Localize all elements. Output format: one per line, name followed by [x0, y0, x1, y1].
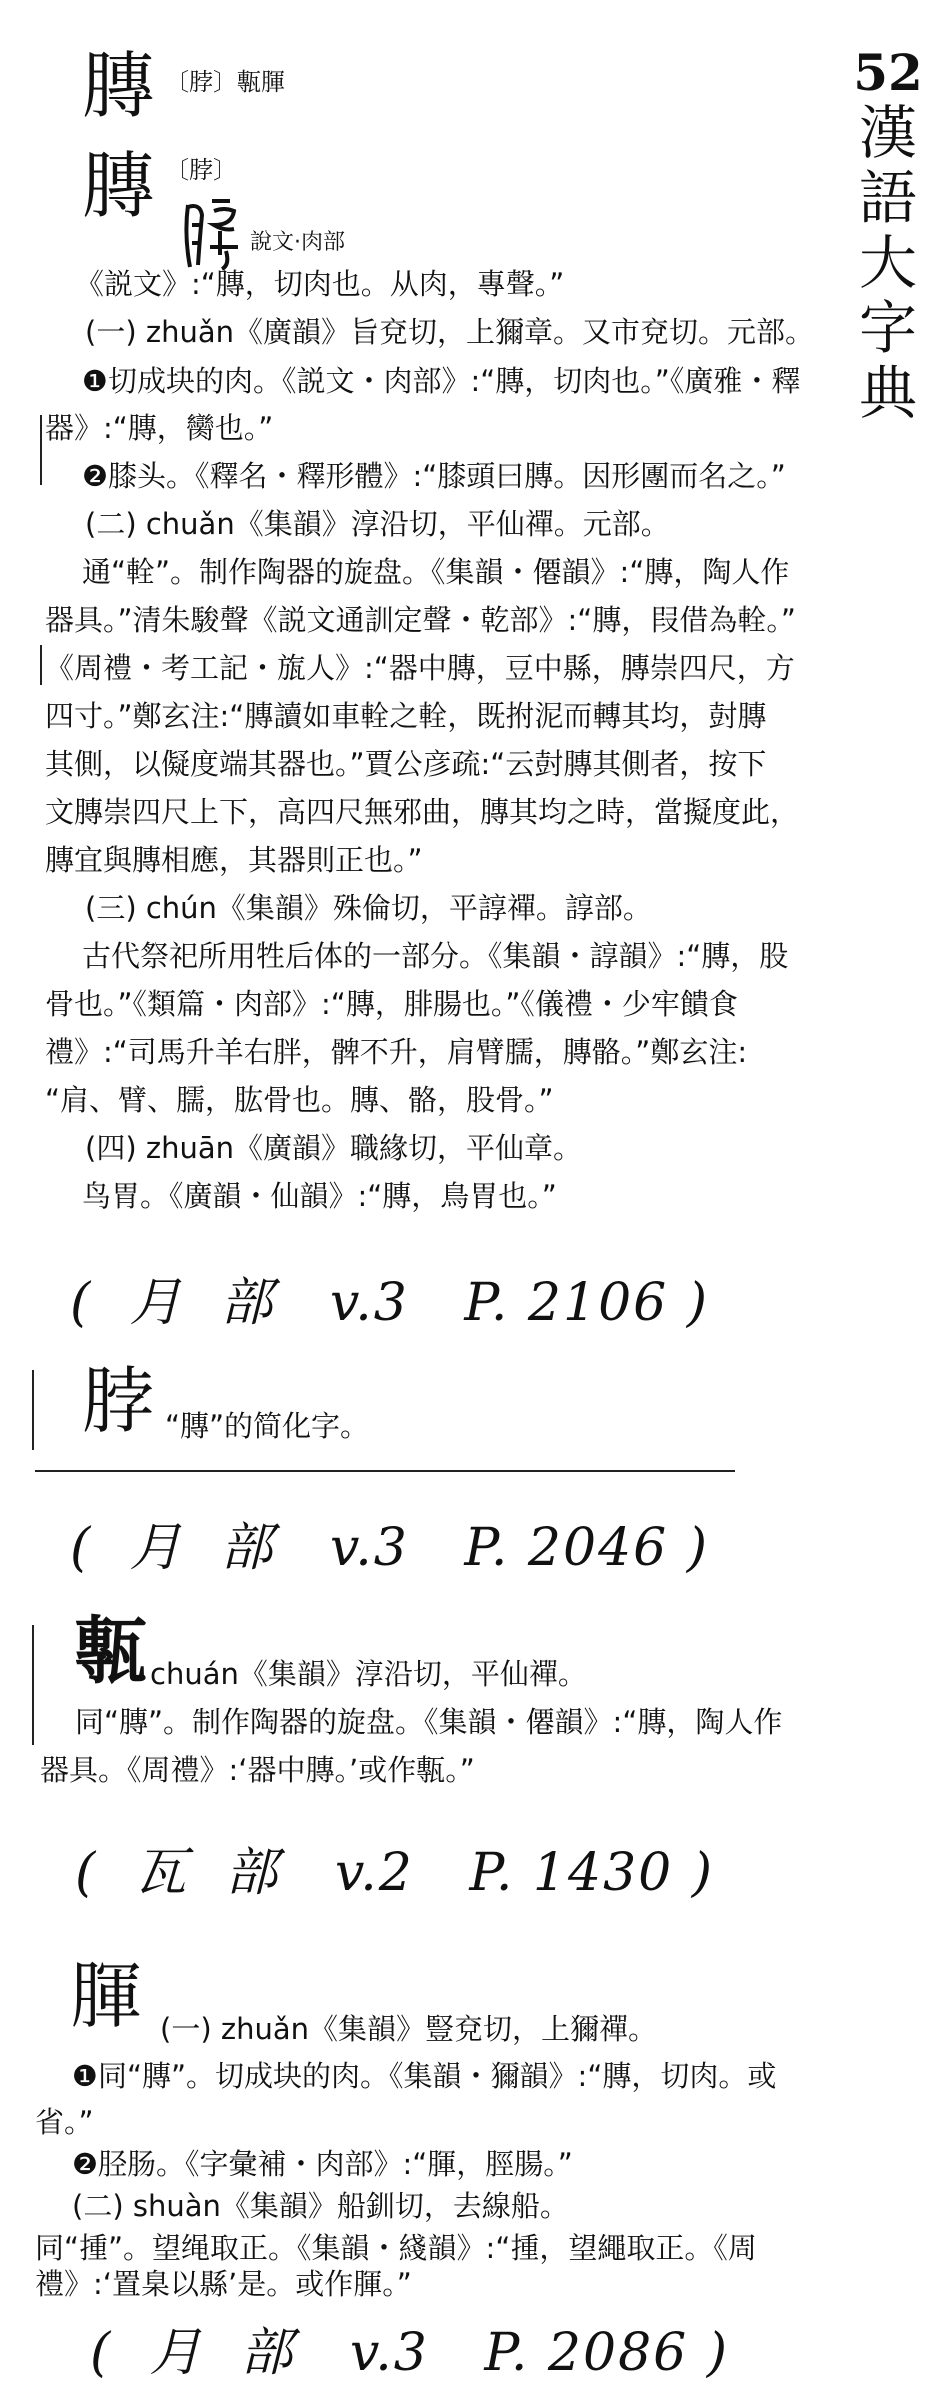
margin-rule	[32, 1625, 34, 1745]
entry-line: 器具。”清朱駿聲《説文通訓定聲・乾部》:“膞，叚借為輇。”	[45, 603, 796, 637]
entry-line: 省。”	[35, 2105, 94, 2139]
handwritten-source-note: ( 月 部 v.3 P. 2086 )	[90, 2323, 730, 2383]
entry-line: 同“膞”。制作陶器的旋盘。《集韻・僊韻》:“膞，陶人作	[75, 1705, 783, 1739]
headword-simplified: 脖	[82, 1359, 155, 1443]
headword-variant: 甎	[75, 1608, 148, 1693]
entry-line: 器》:“膞，臠也。”	[45, 411, 274, 445]
side-title-char: 漢	[858, 99, 917, 167]
entry-line: 膞宜與膞相應，其器則正也。”	[45, 843, 423, 877]
entry-line: 四寸。”鄭玄注:“膞讀如車輇之輇，既拊泥而轉其均，尌膞	[45, 699, 767, 733]
seal-label: 說文·肉部	[250, 230, 345, 255]
headword-second: 膞	[82, 144, 155, 228]
handwritten-source-note: ( 月 部 v.3 P. 2106 )	[70, 1273, 710, 1333]
entry-line: 鸟胃。《廣韻・仙韻》:“膞，鳥胃也。”	[82, 1179, 557, 1213]
entry-line: ❷膝头。《釋名・釋形體》:“膝頭曰膞。因形團而名之。”	[82, 459, 786, 493]
entry-line: 文膞崇四尺上下，高四尺無邪曲，膞其均之時，當擬度此，	[45, 795, 800, 829]
side-title-char: 語	[858, 163, 917, 232]
entry-line: 《説文》:“膞，切肉也。从肉，專聲。”	[75, 267, 565, 301]
entry-line: (二) shuàn《集韻》船釧切，去線船。	[72, 2189, 569, 2223]
entry-line: 同“揰”。望绳取正。《集韻・綫韻》:“揰，望繩取正。《周	[35, 2231, 757, 2265]
entry-line: (四) zhuān《廣韻》職緣切，平仙章。	[85, 1131, 582, 1165]
headword-variants: 〔脖〕甎腪	[165, 68, 285, 96]
entry-line: 器具。《周禮》:‘器中膞。’或作甎。”	[40, 1753, 475, 1787]
headword-variant-second: 〔脖〕	[165, 156, 237, 184]
headword-variant: 腪	[70, 1954, 143, 2038]
entry-line: ❷胫肠。《字彙補・肉部》:“腪，脛腸。”	[72, 2147, 573, 2181]
side-title-char: 典	[858, 358, 917, 427]
entry-line: (二) chuǎn《集韻》淳沿切，平仙禪。元部。	[85, 507, 670, 541]
handwritten-source-note: ( 瓦 部 v.2 P. 1430 )	[75, 1843, 715, 1903]
entry-line: 骨也。”《類篇・肉部》:“膞，腓腸也。”《儀禮・少牢饋食	[45, 987, 738, 1021]
entry-line: ❶同“膞”。切成块的肉。《集韻・獮韻》:“膞，切肉。或	[72, 2059, 777, 2093]
handwritten-source-note: ( 月 部 v.3 P. 2046 )	[70, 1518, 710, 1578]
entry-line: 禮》:“司馬升羊右胖，髀不升，肩臂臑，膞骼。”鄭玄注:	[45, 1035, 748, 1069]
entry-line: “膞”的简化字。	[165, 1409, 370, 1443]
headword-top: 膞	[82, 44, 155, 128]
margin-rule	[40, 415, 42, 485]
side-title-char: 字	[858, 293, 917, 362]
entry-line: 通“輇”。制作陶器的旋盘。《集韻・僊韻》:“膞，陶人作	[82, 555, 790, 589]
divider-rule	[35, 1470, 735, 1472]
entry-line: (一) zhuǎn《廣韻》旨兗切，上獮章。又市兗切。元部。	[85, 315, 814, 349]
entry-line: 其側，以儗度端其器也。”賈公彦疏:“云尌膞其側者，按下	[45, 747, 767, 781]
side-title-char: 大	[858, 228, 917, 297]
entry-line: ❶切成块的肉。《説文・肉部》:“膞，切肉也。”《廣雅・釋	[82, 364, 801, 398]
entry-line: 古代祭祀所用牲后体的一部分。《集韻・諄韻》:“膞，股	[82, 939, 789, 973]
margin-rule	[40, 645, 42, 685]
entry-line: chuán《集韻》淳沿切，平仙禪。	[150, 1657, 587, 1691]
dictionary-side-title	[843, 45, 933, 426]
entry-line: 《周禮・考工記・旊人》:“器中膞，豆中縣，膞崇四尺，方	[45, 651, 795, 685]
seal-script-glyph	[180, 195, 242, 273]
entry-line: (三) chún《集韻》殊倫切，平諄禪。諄部。	[85, 891, 652, 925]
entry-line: (一) zhuǎn《集韻》豎兗切，上獮禪。	[160, 2012, 657, 2046]
margin-rule	[32, 1370, 34, 1450]
entry-line: 禮》:‘置臬以縣’是。或作腪。”	[35, 2267, 412, 2301]
entry-line: “肩、臂、臑，肱骨也。膞、骼，股骨。”	[45, 1083, 554, 1117]
volume-number: 52	[853, 43, 923, 102]
